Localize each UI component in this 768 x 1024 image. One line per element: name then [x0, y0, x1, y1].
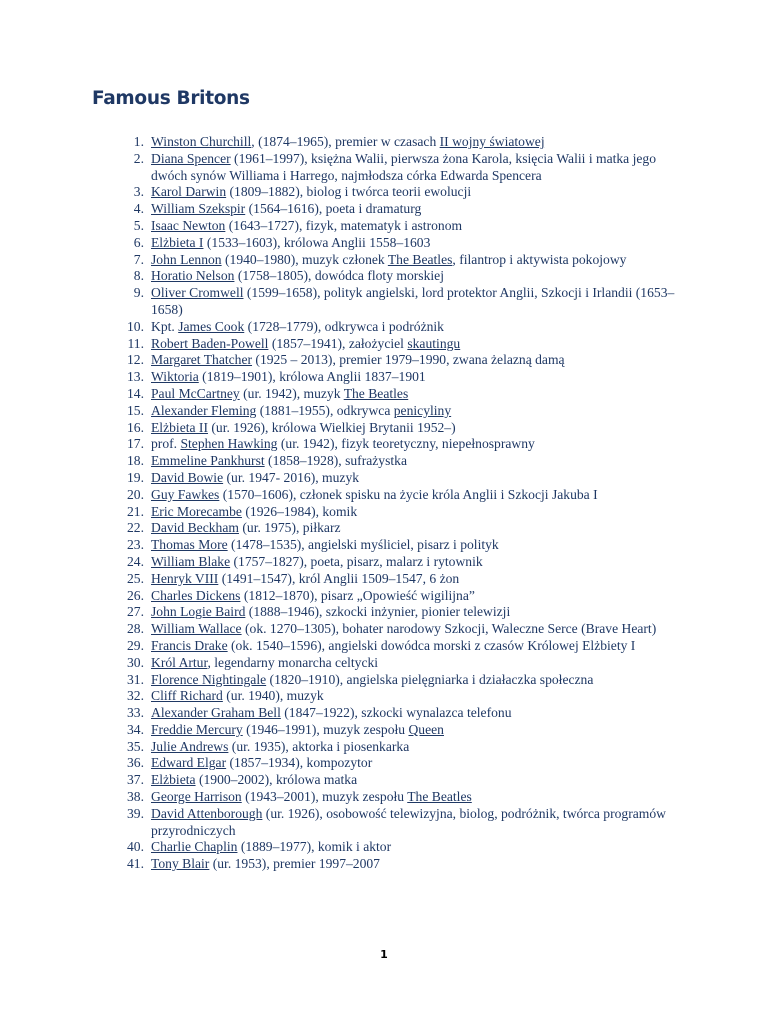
- list-item-text: [151, 621, 656, 636]
- list-item-link[interactable]: Wiktoria: [151, 369, 199, 385]
- list-item-text: [151, 134, 545, 149]
- list-item-description: (1881–1955), odkrywca: [256, 402, 394, 418]
- list-item-description: (ur. 1953), premier 1997–2007: [209, 856, 380, 872]
- list-item-link[interactable]: Guy Fawkes: [151, 486, 220, 502]
- list-item-description: (1599–1658), polityk angielski, lord protektor Anglii, Szkocji i Irlandii (1653–1658): [151, 285, 675, 317]
- list-item-number: 30.: [127, 654, 144, 670]
- list-item-description: (1809–1882), biolog i twórca teorii ewolucji: [226, 184, 472, 200]
- list-item-description: (1758–1805), dowódca floty morskiej: [234, 268, 444, 284]
- list-item-number: 40.: [127, 839, 144, 855]
- list-item-link[interactable]: Alexander Fleming: [151, 402, 257, 418]
- list-item: [118, 369, 678, 386]
- list-item-description: (ur. 1942), fizyk teoretyczny, niepełnosprawny: [277, 436, 535, 452]
- list-item: [118, 453, 678, 470]
- list-item-description: (1564–1616), poeta i dramaturg: [245, 201, 422, 217]
- list-item: [118, 504, 678, 521]
- list-item-link[interactable]: Henryk VIII: [151, 570, 219, 586]
- list-item-text: [151, 806, 666, 838]
- list-item-text: [151, 705, 512, 720]
- list-item-link[interactable]: David Beckham: [151, 520, 239, 536]
- list-item-number: 33.: [127, 705, 144, 721]
- list-item-number: 34.: [127, 721, 144, 737]
- list-item-number: 41.: [127, 856, 144, 872]
- list-item-link[interactable]: George Harrison: [151, 789, 242, 805]
- list-item: [118, 352, 678, 369]
- list-item-number: 36.: [127, 755, 144, 771]
- list-item-number: 23.: [127, 537, 144, 553]
- list-item: [118, 722, 678, 739]
- list-item-text: [151, 319, 444, 334]
- list-item-description: Kpt.: [151, 318, 179, 334]
- list-item-link[interactable]: Julie Andrews: [151, 738, 229, 754]
- list-item-link[interactable]: Emmeline Pankhurst: [151, 453, 265, 469]
- list-item: [118, 235, 678, 252]
- list-item-link[interactable]: John Logie Baird: [151, 604, 246, 620]
- list-item: [118, 655, 678, 672]
- list-item-number: 25.: [127, 570, 144, 586]
- list-item-number: 15.: [127, 402, 144, 418]
- list-item-text: [151, 201, 421, 216]
- list-item-link[interactable]: The Beatles: [343, 385, 409, 401]
- list-item: [118, 336, 678, 353]
- list-item-link[interactable]: Stephen Hawking: [180, 436, 278, 452]
- list-item: [118, 755, 678, 772]
- list-item: [118, 672, 678, 689]
- list-item: [118, 789, 678, 806]
- list-item-number: 5.: [133, 217, 144, 233]
- list-item-description: (1491–1547), król Anglii 1509–1547, 6 żon: [218, 570, 460, 586]
- list-item-number: 6.: [133, 234, 144, 250]
- list-item-text: [151, 403, 451, 418]
- list-item-text: [151, 554, 483, 569]
- list-item-description: (ur. 1926), osobowość telewizyjna, biolog, podróżnik, twórca programów przyrodniczych: [151, 805, 666, 838]
- list-item-text: [151, 285, 674, 317]
- list-item-description: , legendarny monarcha celtycki: [207, 654, 379, 670]
- list-item-link[interactable]: The Beatles: [387, 251, 453, 267]
- list-item-link[interactable]: David Attenborough: [151, 805, 263, 821]
- famous-britons-list: [118, 134, 678, 873]
- list-item-number: 24.: [127, 553, 144, 569]
- list-item-text: [151, 470, 359, 485]
- list-item-number: 20.: [127, 486, 144, 502]
- list-item-text: [151, 487, 598, 502]
- list-item-description: (ur. 1926), królowa Wielkiej Brytanii 1952–): [207, 419, 456, 435]
- list-item-number: 17.: [127, 436, 144, 452]
- list-item-number: 1.: [133, 134, 144, 149]
- list-item-text: [151, 386, 408, 401]
- list-item-description: (1570–1606), członek spisku na życie króla Anglii i Szkocji Jakuba I: [219, 486, 598, 502]
- list-item-link[interactable]: Karol Darwin: [151, 184, 227, 200]
- list-item: [118, 252, 678, 269]
- list-item-number: 22.: [127, 520, 144, 536]
- list-item: [118, 218, 678, 235]
- list-item-description: (1533–1603), królowa Anglii 1558–1603: [203, 234, 431, 250]
- list-item-number: 28.: [127, 621, 144, 637]
- list-item-link[interactable]: Robert Baden-Powell: [151, 335, 269, 351]
- list-item-text: [151, 655, 378, 670]
- list-item-description: (1812–1870), pisarz „Opowieść wigilijna”: [240, 587, 475, 603]
- list-item-link[interactable]: David Bowie: [151, 469, 224, 485]
- list-item: [118, 604, 678, 621]
- list-item-link[interactable]: Elżbieta: [151, 772, 196, 788]
- list-item-description: (1643–1727), fizyk, matematyk i astronom: [225, 217, 463, 233]
- list-item-text: [151, 436, 535, 451]
- list-item: [118, 621, 678, 638]
- list-item-link[interactable]: Francis Drake: [151, 637, 228, 653]
- list-item-text: [151, 537, 499, 552]
- list-item: [118, 537, 678, 554]
- list-item-number: 18.: [127, 453, 144, 469]
- list-item-number: 16.: [127, 419, 144, 435]
- list-item-link[interactable]: Winston Churchill: [151, 134, 252, 149]
- list-item-text: [151, 268, 444, 283]
- list-item-description: (1819–1901), królowa Anglii 1837–1901: [198, 369, 426, 385]
- list-item-number: 37.: [127, 772, 144, 788]
- list-item-text: [151, 504, 357, 519]
- list-item-link[interactable]: James Cook: [178, 318, 245, 334]
- list-item-link[interactable]: Elżbieta II: [151, 419, 208, 435]
- list-item: [118, 638, 678, 655]
- list-item-number: 31.: [127, 671, 144, 687]
- list-item-number: 10.: [127, 318, 144, 334]
- list-item-number: 14.: [127, 385, 144, 401]
- list-item-description: (ur. 1947- 2016), muzyk: [223, 469, 360, 485]
- list-item-text: [151, 453, 407, 468]
- list-item-text: [151, 252, 626, 267]
- list-item-link[interactable]: Edward Elgar: [151, 755, 227, 771]
- list-item-link[interactable]: Charles Dickens: [151, 587, 241, 603]
- list-item: [118, 420, 678, 437]
- list-item-description: , filantrop i aktywista pokojowy: [452, 251, 627, 267]
- list-item-description: (1946–1991), muzyk zespołu: [242, 721, 409, 737]
- list-item-number: 4.: [133, 201, 144, 217]
- list-item-link[interactable]: Tony Blair: [151, 856, 210, 872]
- list-item-link[interactable]: Margaret Thatcher: [151, 352, 253, 368]
- list-item-link[interactable]: Charlie Chaplin: [151, 839, 238, 855]
- list-item: [118, 319, 678, 336]
- list-item: [118, 470, 678, 487]
- list-item-number: 2.: [133, 150, 144, 166]
- list-item-text: [151, 218, 462, 233]
- list-item-text: [151, 352, 565, 367]
- list-item: [118, 856, 678, 873]
- list-item-link[interactable]: William Wallace: [151, 621, 242, 637]
- list-item-link[interactable]: Oliver Cromwell: [151, 285, 244, 301]
- list-item-description: (1847–1922), szkocki wynalazca telefonu: [280, 705, 512, 721]
- list-item: [118, 184, 678, 201]
- list-item-description: (1757–1827), poeta, pisarz, malarz i rytownik: [230, 553, 483, 569]
- list-item-link[interactable]: Horatio Nelson: [151, 268, 235, 284]
- list-item-text: [151, 856, 380, 871]
- list-item-link[interactable]: Elżbieta I: [151, 234, 204, 250]
- list-item: [118, 806, 678, 840]
- list-item-description: prof.: [151, 436, 181, 452]
- list-item: [118, 839, 678, 856]
- list-item-number: 27.: [127, 604, 144, 620]
- list-item-description: , (1874–1965), premier w czasach: [251, 134, 440, 149]
- list-item-link[interactable]: William Blake: [151, 553, 231, 569]
- list-item-text: [151, 520, 341, 535]
- list-item-number: 35.: [127, 738, 144, 754]
- list-item-link[interactable]: Król Artur: [151, 654, 208, 670]
- list-item: [118, 151, 678, 185]
- list-item-description: (1943–2001), muzyk zespołu: [241, 789, 408, 805]
- list-item-description: (1961–1997), księżna Walii, pierwsza żona Karola, księcia Walii i matka jego dwóch synów Williama i Harrego, najmłodsza córka Edwarda Spencera: [151, 150, 657, 183]
- list-item-description: (1820–1910), angielska pielęgniarka i działaczka społeczna: [266, 671, 594, 687]
- list-item-description: (1858–1928), sufrażystka: [264, 453, 407, 469]
- list-item-text: [151, 722, 444, 737]
- list-item: [118, 588, 678, 605]
- list-item: [118, 688, 678, 705]
- list-item: [118, 268, 678, 285]
- list-item-text: [151, 420, 456, 435]
- list-item-description: (1888–1946), szkocki inżynier, pionier telewizji: [245, 604, 511, 620]
- list-item: [118, 285, 678, 319]
- list-item-number: 21.: [127, 503, 144, 519]
- list-item-link[interactable]: John Lennon: [151, 251, 222, 267]
- list-item: [118, 487, 678, 504]
- list-item: [118, 436, 678, 453]
- list-item-number: 11.: [127, 335, 144, 351]
- list-item-number: 38.: [127, 789, 144, 805]
- list-item-link[interactable]: II wojny światowej: [439, 134, 545, 149]
- list-item-text: [151, 755, 372, 770]
- list-item: [118, 386, 678, 403]
- list-item-text: [151, 151, 656, 183]
- list-item-number: 8.: [133, 268, 144, 284]
- list-item-text: [151, 772, 357, 787]
- list-item-text: [151, 672, 593, 687]
- list-item-number: 3.: [133, 184, 144, 200]
- list-item-link[interactable]: Queen: [408, 721, 444, 737]
- list-item-number: 19.: [127, 469, 144, 485]
- page-title: Famous Britons: [92, 88, 250, 109]
- list-item-text: [151, 604, 510, 619]
- page-number: 1: [380, 948, 388, 961]
- list-item: [118, 554, 678, 571]
- list-item-number: 39.: [127, 805, 144, 821]
- list-item-text: [151, 688, 324, 703]
- list-item: [118, 403, 678, 420]
- list-item-link[interactable]: Isaac Newton: [151, 217, 226, 233]
- list-item-link[interactable]: Cliff Richard: [151, 688, 223, 704]
- list-item-text: [151, 739, 409, 754]
- list-item-description: (1889–1977), komik i aktor: [237, 839, 392, 855]
- list-item-link[interactable]: Paul McCartney: [151, 385, 240, 401]
- list-item-description: (ur. 1975), piłkarz: [238, 520, 341, 536]
- list-item: [118, 520, 678, 537]
- list-item-link[interactable]: Thomas More: [151, 537, 228, 553]
- list-item-description: (ur. 1935), aktorka i piosenkarka: [228, 738, 410, 754]
- list-item-number: 9.: [133, 285, 144, 301]
- list-item-number: 13.: [127, 369, 144, 385]
- list-item: [118, 201, 678, 218]
- list-item-description: (1857–1941), założyciel: [268, 335, 408, 351]
- list-item-description: (ur. 1940), muzyk: [222, 688, 324, 704]
- list-item-description: (1728–1779), odkrywca i podróżnik: [244, 318, 444, 334]
- list-item-text: [151, 336, 460, 351]
- list-item-description: (ok. 1270–1305), bohater narodowy Szkocji, Waleczne Serce (Brave Heart): [241, 621, 657, 637]
- list-item-text: [151, 638, 635, 653]
- list-item: [118, 739, 678, 756]
- list-item-link[interactable]: William Szekspir: [151, 201, 246, 217]
- list-item-number: 29.: [127, 637, 144, 653]
- list-item-number: 32.: [127, 688, 144, 704]
- list-item-text: [151, 235, 430, 250]
- list-item-link[interactable]: The Beatles: [407, 789, 472, 805]
- list-item-number: 26.: [127, 587, 144, 603]
- list-item-description: (1900–2002), królowa matka: [195, 772, 358, 788]
- list-item-link[interactable]: Eric Morecambe: [151, 503, 242, 519]
- list-item-description: (1857–1934), kompozytor: [226, 755, 373, 771]
- list-item-link[interactable]: Diana Spencer: [151, 150, 231, 166]
- list-item-number: 12.: [127, 352, 144, 368]
- list-item-description: (ur. 1942), muzyk: [239, 385, 344, 401]
- list-item-description: (ok. 1540–1596), angielski dowódca morski z czasów Królowej Elżbiety I: [227, 637, 636, 653]
- list-item-description: (1925 – 2013), premier 1979–1990, zwana żelazną damą: [252, 352, 565, 368]
- list-item-text: [151, 839, 391, 854]
- list-item-link[interactable]: penicyliny: [393, 402, 452, 418]
- list-item-description: (1478–1535), angielski myśliciel, pisarz i polityk: [227, 537, 499, 553]
- list-item: [118, 705, 678, 722]
- list-item-link[interactable]: Alexander Graham Bell: [151, 705, 281, 721]
- list-item-link[interactable]: skautingu: [407, 335, 461, 351]
- list-item-number: 7.: [133, 251, 144, 267]
- list-item: [118, 772, 678, 789]
- list-item-text: [151, 789, 472, 804]
- list-item-link[interactable]: Florence Nightingale: [151, 671, 267, 687]
- list-item-text: [151, 588, 475, 603]
- list-item: [118, 134, 678, 151]
- list-item-link[interactable]: Freddie Mercury: [151, 721, 243, 737]
- list-item-description: (1926–1984), komik: [241, 503, 358, 519]
- list-item-description: (1940–1980), muzyk członek: [221, 251, 388, 267]
- list-item: [118, 571, 678, 588]
- list-item-text: [151, 571, 459, 586]
- list-item-text: [151, 369, 426, 384]
- list-item-text: [151, 184, 471, 199]
